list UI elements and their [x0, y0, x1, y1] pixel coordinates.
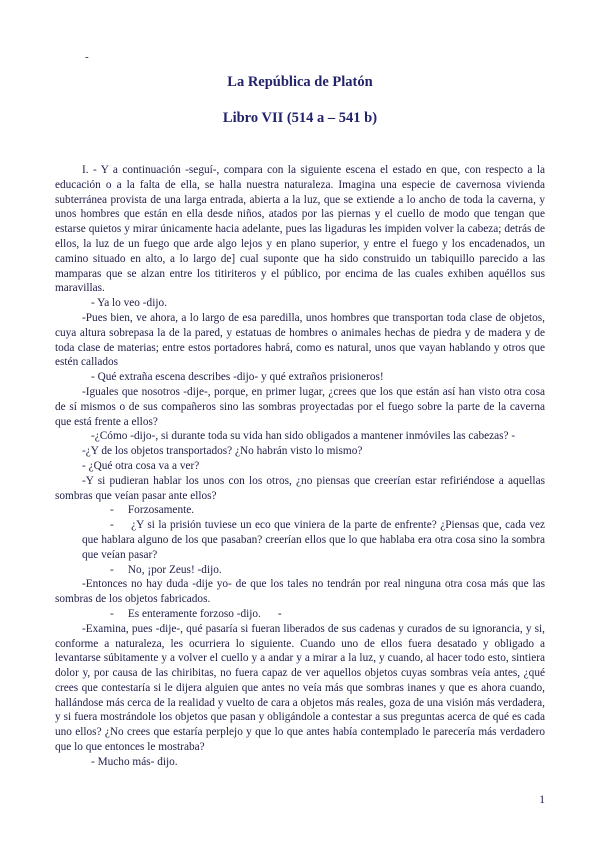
- paragraph: -Y si pudieran hablar los unos con los otros, ¿no piensas que creerían estar refiriéndose a aquellas sombras que veían pasar ante ellos?: [55, 474, 545, 502]
- document-body: [55, 163, 545, 770]
- paragraph: -Entonces no hay duda -dije yo- de que los tales no tendrán por real ninguna otra cosa más que las sombras de los objetos fabricados.: [55, 578, 545, 606]
- document-title: La República de Platón: [227, 74, 373, 90]
- paragraph: - ¿Y si la prisión tuviese un eco que viniera de la parte de enfrente? ¿Piensas que, cada vez que hablara alguno de los que pasaban? creerían ellos que lo que hablaba era otra cosa sino la sombra que veían pasar?: [82, 519, 545, 561]
- paragraph: - Es enteramente forzoso -dijo. -: [110, 607, 282, 620]
- paragraph: - Forzosamente.: [110, 504, 195, 517]
- paragraph: - Mucho más- dijo.: [91, 755, 178, 768]
- paragraph: -¿Cómo -dijo-, si durante toda su vida han sido obligados a mantener inmóviles las cabezas? -: [91, 430, 516, 443]
- paragraph: -Examina, pues -dije-, qué pasaría si fueran liberados de sus cadenas y curados de su ignorancia, y si, conforme a naturaleza, les ocurriera lo siguiente. Cuando uno de ellos fuera desatado y obligado a levantarse súbitamente y a volver el cuello y a andar y a mirar a la luz, y cuando, al hacer todo esto, sintiera dolor y, por causa de las chiribitas, no fuera capaz de ver aquellos objetos cuyas sombras veía antes, ¿qué crees que contestaría si le dijera alguien que antes no veía más que sombras inanes y que es ahora cuando, hallándose más cerca de la realidad y vuelto de cara a objetos más reales, goza de una visión más verdadera, y si fuera mostrándole los objetos que pasan y obligándole a contestar a sus preguntas acerca de qué es cada uno ellos? ¿No crees que estaría perplejo y que lo que antes había contemplado le parecería más verdadero que lo que entonces le mostraba?: [55, 622, 545, 754]
- paragraph: - No, ¡por Zeus! -dijo.: [110, 563, 222, 576]
- paragraph: -Pues bien, ve ahora, a lo largo de esa paredilla, unos hombres que transportan toda clase de objetos, cuya altura sobrepasa la de la pared, y estatuas de hombres o animales hechas de piedra y de madera y de toda clase de materias; entre estos portadores habrá, como es natural, unos que vayan hablando y otros que estén callados: [55, 311, 545, 369]
- paragraph: -Iguales que nosotros -dije-, porque, en primer lugar, ¿crees que los que están así han visto otra cosa de sí mismos o de sus compañeros sino las sombras proyectadas por el fuego sobre la parte de la caverna que está frente a ellos?: [55, 385, 545, 428]
- header-mark: -: [85, 51, 89, 63]
- page-number: 1: [539, 794, 545, 806]
- paragraph: I. - Y a continuación -seguí-, compara con la siguiente escena el estado en que, con respecto a la educación o a la falta de ella, se halla nuestra naturaleza. Imagina una especie de cavernosa vivienda subterránea provista de una larga entrada, abierta a la luz, que se extiende a lo ancho de toda la caverna, y unos hombres que están en ella desde niños, atados por las piernas y el cuello de modo que tengan que estarse quietos y mirar únicamente hacia adelante, pues las ligaduras les impiden volver la cabeza; detrás de ellos, la luz de un fuego que arde algo lejos y en plano superior, y entre el fuego y los encadenados, un camino situado en alto, a lo largo de] cual suponte que ha sido construido un tabiquillo parecido a las mamparas que se alzan entre los titiriteros y el público, por encima de las cuales exhiben aquéllos sus maravillas.: [55, 164, 545, 295]
- paragraph: - Qué extraña escena describes -dijo- y qué extraños prisioneros!: [91, 371, 384, 384]
- paragraph: - ¿Qué otra cosa va a ver?: [82, 459, 200, 472]
- paragraph: -¿Y de los objetos transportados? ¿No habrán visto lo mismo?: [82, 445, 363, 458]
- document-subtitle: Libro VII (514 a – 541 b): [222, 110, 378, 126]
- paragraph: - Ya lo veo -dijo.: [91, 297, 167, 310]
